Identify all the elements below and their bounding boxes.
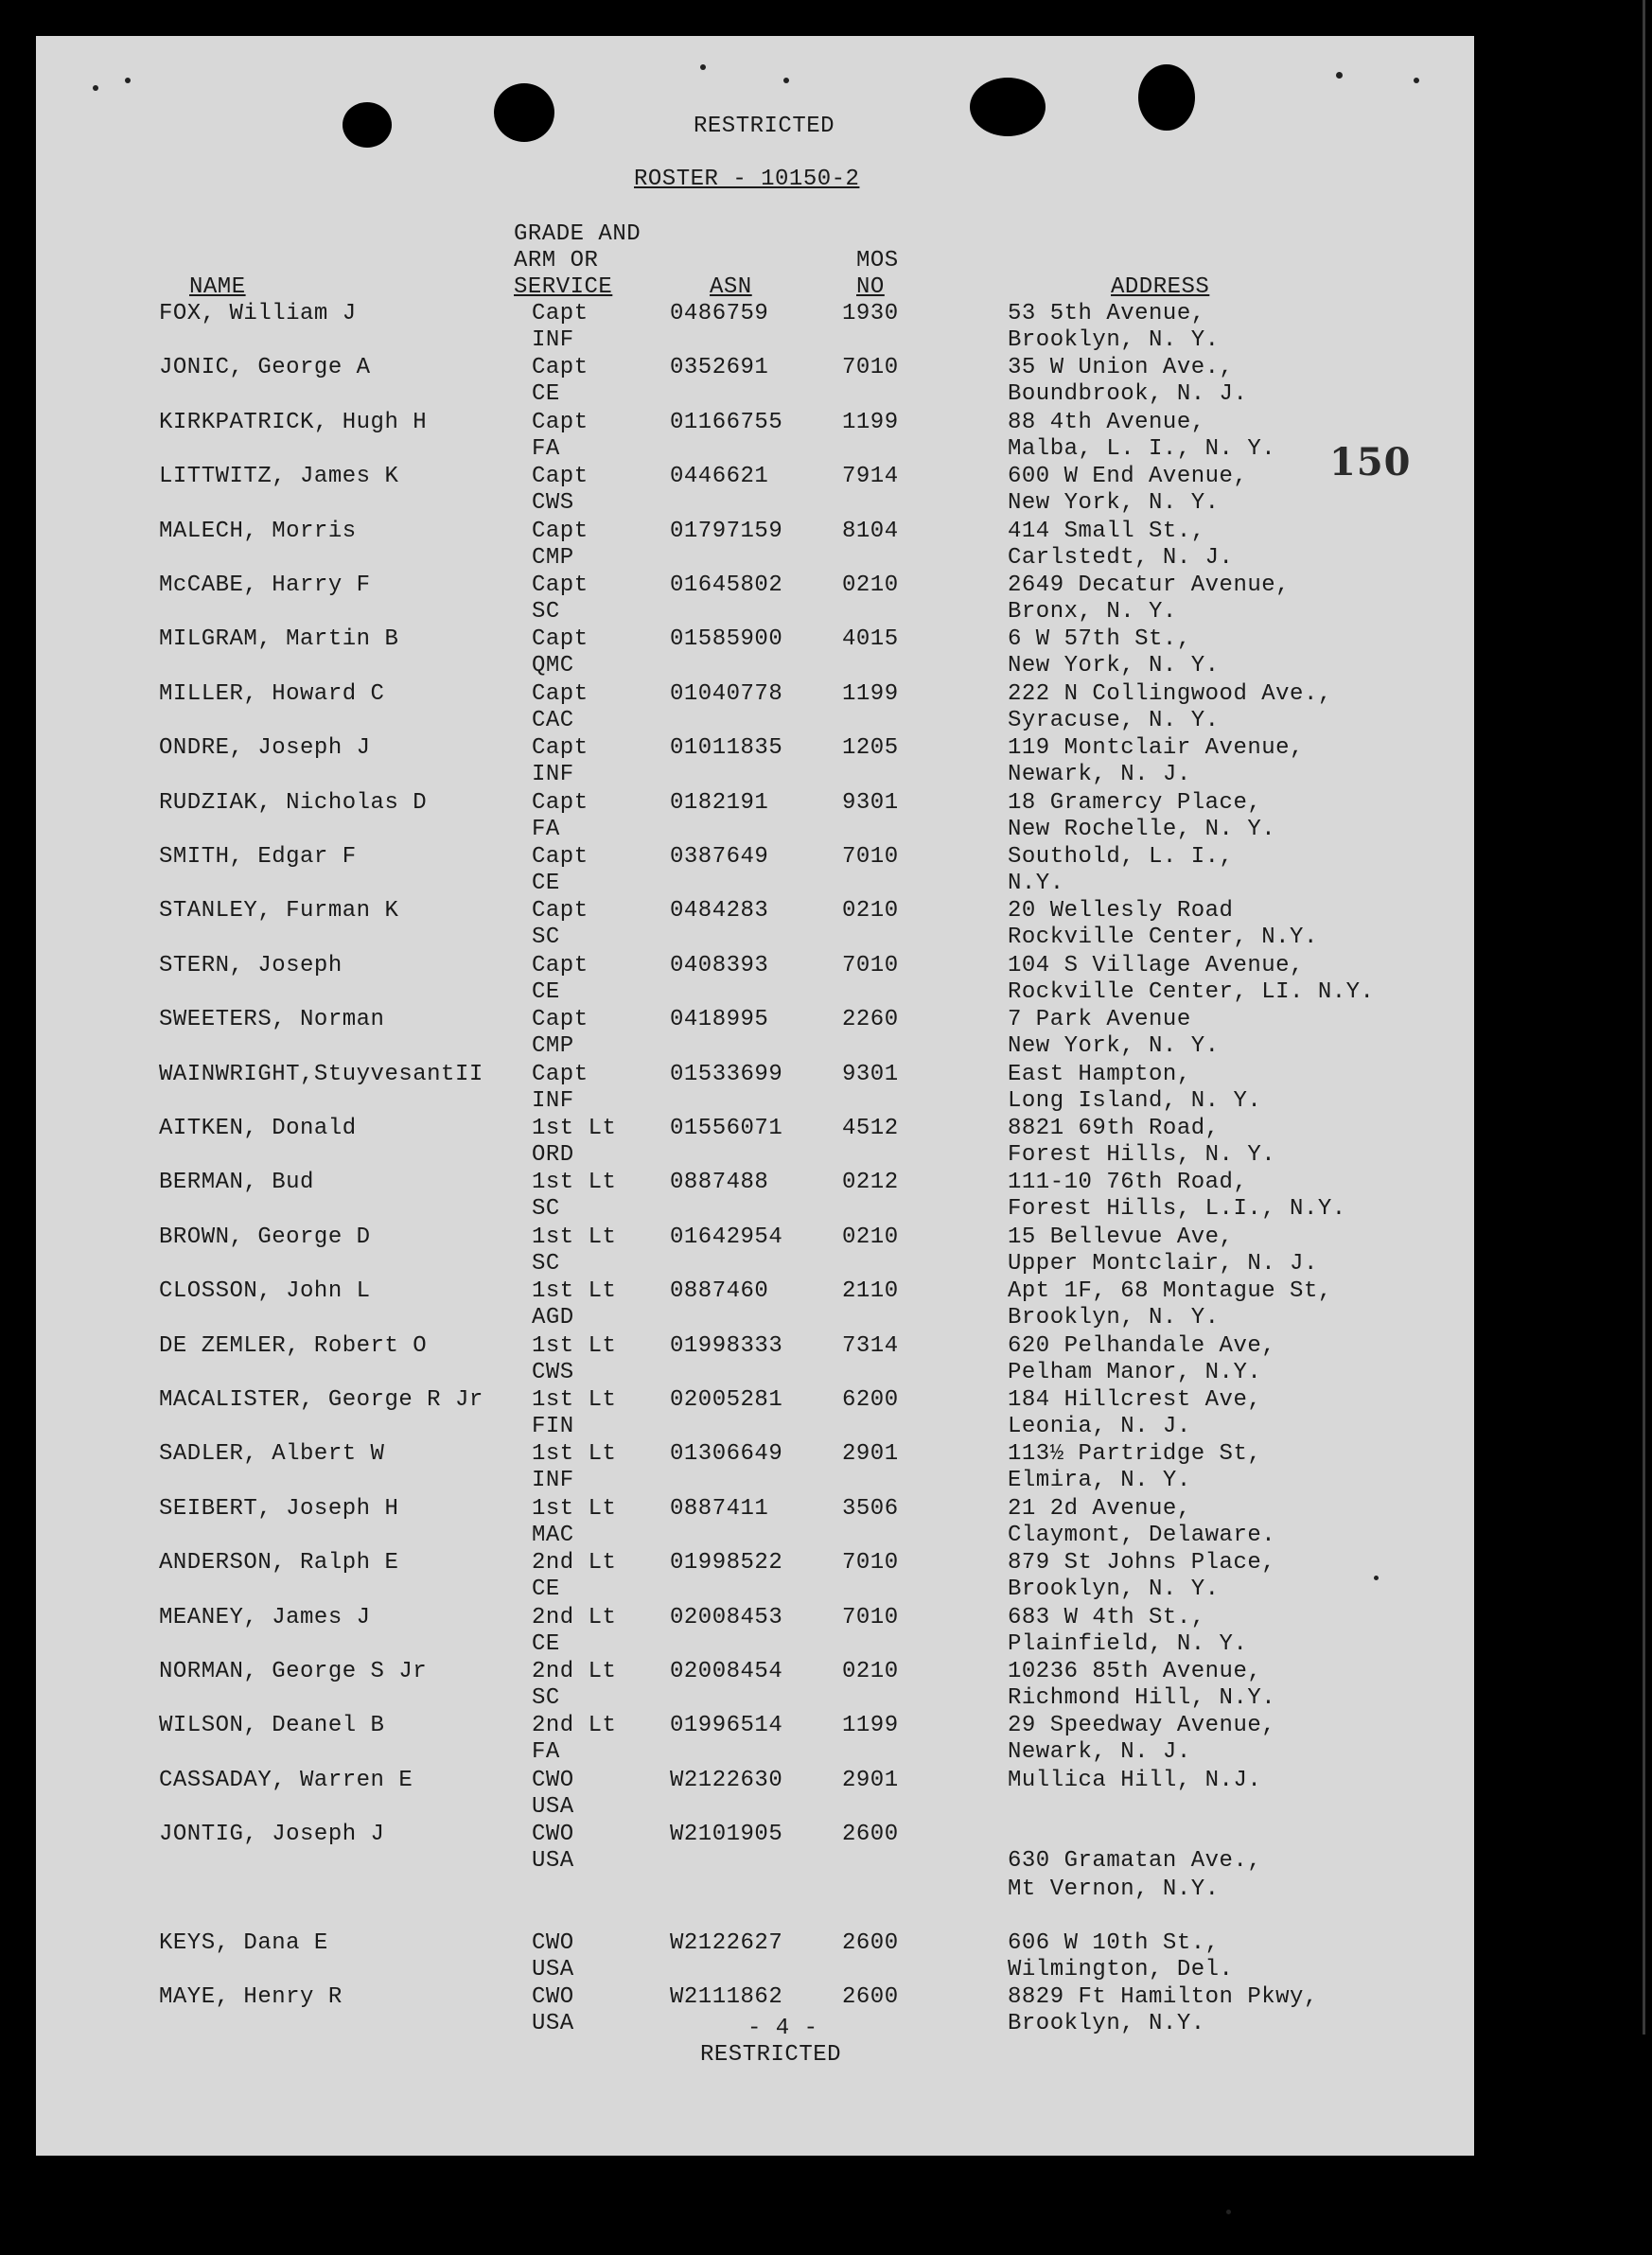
row-grade: 1st Lt <box>532 1170 617 1196</box>
row-address-line2: Long Island, N. Y. <box>1008 1087 1262 1114</box>
row-mos: 7010 <box>842 355 899 381</box>
table-row <box>0 790 1652 845</box>
row-asn: W2122630 <box>670 1767 783 1793</box>
row-asn: 0418995 <box>670 1007 769 1033</box>
classification-header: RESTRICTED <box>694 114 835 139</box>
row-name: WAINWRIGHT,StuyvesantII <box>159 1061 483 1087</box>
row-address-line2: N.Y. <box>1008 871 1064 896</box>
row-asn: 0446621 <box>670 464 769 490</box>
punch-hole <box>970 78 1046 136</box>
row-name: STERN, Joseph <box>159 952 343 978</box>
speck <box>1226 2210 1231 2214</box>
row-grade: CWO <box>532 1822 574 1848</box>
row-address-line2: 630 Gramatan Ave., <box>1008 1848 1262 1875</box>
row-name: SADLER, Albert W <box>159 1441 385 1468</box>
row-grade: 2nd Lt <box>532 1550 617 1577</box>
table-row <box>0 573 1652 627</box>
row-address-line2: Malba, L. I., N. Y. <box>1008 435 1276 462</box>
row-grade: Capt <box>532 301 589 326</box>
row-address-line2: New York, N. Y. <box>1008 653 1220 679</box>
column-mos-heading-line1: MOS <box>856 248 899 273</box>
table-row <box>0 1768 1652 1823</box>
row-name: DE ZEMLER, Robert O <box>159 1332 428 1359</box>
row-arm-service: CE <box>532 1630 560 1657</box>
row-mos: 1199 <box>842 409 899 435</box>
row-arm-service: CE <box>532 978 560 1005</box>
column-mos-heading-line2: NO <box>856 274 885 300</box>
punch-hole <box>343 102 392 148</box>
row-mos: 9301 <box>842 789 899 816</box>
table-row <box>0 1930 1652 1985</box>
table-row <box>0 1713 1652 1768</box>
table-row <box>0 1496 1652 1551</box>
column-address-heading: ADDRESS <box>1111 274 1210 300</box>
row-address-line1: 222 N Collingwood Ave., <box>1008 680 1332 707</box>
row-mos: 6200 <box>842 1387 899 1413</box>
row-address-line2: Rockville Center, N.Y. <box>1008 925 1318 951</box>
row-address-line2: New York, N. Y. <box>1008 490 1220 517</box>
row-asn: 01011835 <box>670 735 783 762</box>
table-row <box>0 1116 1652 1171</box>
row-arm-service: INF <box>532 762 574 788</box>
row-grade: CWO <box>532 1984 574 2011</box>
row-grade: Capt <box>532 952 589 978</box>
row-address-line2: Forest Hills, N. Y. <box>1008 1142 1276 1168</box>
row-address-line1: 15 Bellevue Ave, <box>1008 1224 1234 1250</box>
row-arm-service: FIN <box>532 1414 574 1439</box>
row-asn: 01996514 <box>670 1713 783 1739</box>
row-name: WILSON, Deanel B <box>159 1713 385 1739</box>
row-mos: 7010 <box>842 952 899 978</box>
row-name: SWEETERS, Norman <box>159 1007 385 1033</box>
row-name: CLOSSON, John L <box>159 1278 371 1305</box>
row-address-line1: 119 Montclair Avenue, <box>1008 735 1304 762</box>
row-address-line2: Pelham Manor, N.Y. <box>1008 1359 1262 1385</box>
row-asn: 01642954 <box>670 1224 783 1250</box>
row-name: KEYS, Dana E <box>159 1930 328 1956</box>
row-asn: 0387649 <box>670 844 769 870</box>
row-grade: Capt <box>532 1007 589 1033</box>
row-grade: Capt <box>532 355 589 381</box>
row-asn: 0887460 <box>670 1278 769 1305</box>
row-arm-service: CMP <box>532 544 574 571</box>
row-asn: 01998522 <box>670 1550 783 1577</box>
table-row <box>0 1007 1652 1062</box>
row-mos: 1199 <box>842 680 899 707</box>
row-address-line1: 104 S Village Avenue, <box>1008 952 1304 978</box>
row-address-line2: Plainfield, N. Y. <box>1008 1630 1248 1657</box>
speck <box>125 78 131 83</box>
row-arm-service: AGD <box>532 1305 574 1331</box>
row-mos: 0210 <box>842 1224 899 1250</box>
table-row <box>0 1984 1652 2039</box>
table-row <box>0 519 1652 573</box>
row-mos: 7010 <box>842 844 899 870</box>
row-arm-service: CWS <box>532 490 574 517</box>
row-address-line1: 620 Pelhandale Ave, <box>1008 1332 1276 1359</box>
row-address-line2: Rockville Center, LI. N.Y. <box>1008 978 1375 1005</box>
row-name: BROWN, George D <box>159 1224 371 1250</box>
row-address-line2: New York, N. Y. <box>1008 1033 1220 1060</box>
row-name: MILLER, Howard C <box>159 680 385 707</box>
table-row <box>0 1278 1652 1333</box>
row-arm-service: SC <box>532 1196 560 1223</box>
row-address-line2: Richmond Hill, N.Y. <box>1008 1685 1276 1711</box>
row-mos: 1205 <box>842 735 899 762</box>
row-arm-service: SC <box>532 599 560 625</box>
table-row <box>0 681 1652 736</box>
row-asn: 0887411 <box>670 1495 769 1522</box>
row-address-line2: Brooklyn, N. Y. <box>1008 1577 1220 1603</box>
row-arm-service: QMC <box>532 653 574 679</box>
speck <box>700 64 706 70</box>
row-address-line2: Forest Hills, L.I., N.Y. <box>1008 1196 1346 1223</box>
punch-hole <box>494 83 554 142</box>
row-grade: Capt <box>532 626 589 653</box>
speck <box>783 78 789 83</box>
row-mos: 2600 <box>842 1822 899 1848</box>
speck <box>1336 72 1343 79</box>
row-arm-service: SC <box>532 1685 560 1711</box>
row-name: RUDZIAK, Nicholas D <box>159 789 428 816</box>
punch-hole <box>1138 64 1195 131</box>
row-address-line1: 53 5th Avenue, <box>1008 301 1205 326</box>
row-arm-service: INF <box>532 1468 574 1494</box>
row-grade: Capt <box>532 1061 589 1087</box>
row-mos: 7914 <box>842 464 899 490</box>
table-row <box>0 898 1652 953</box>
row-address-line2: Newark, N. J. <box>1008 1739 1191 1766</box>
row-arm-service: FA <box>532 435 560 462</box>
row-address-line1: 20 Wellesly Road <box>1008 898 1234 925</box>
row-arm-service: CE <box>532 1577 560 1603</box>
row-name: LITTWITZ, James K <box>159 464 399 490</box>
row-asn: 0182191 <box>670 789 769 816</box>
row-mos: 7314 <box>842 1332 899 1359</box>
classification-footer: RESTRICTED <box>700 2042 842 2068</box>
row-name: SEIBERT, Joseph H <box>159 1495 399 1522</box>
row-address-line2: Bronx, N. Y. <box>1008 599 1177 625</box>
row-asn: 02008453 <box>670 1604 783 1630</box>
column-grade-heading-line1: GRADE AND <box>514 221 641 247</box>
row-arm-service: CMP <box>532 1033 574 1060</box>
row-name: McCABE, Harry F <box>159 573 371 598</box>
row-asn: 01998333 <box>670 1332 783 1359</box>
row-arm-service: CE <box>532 381 560 408</box>
row-asn: 02005281 <box>670 1387 783 1413</box>
row-arm-service: CAC <box>532 707 574 733</box>
row-grade: 1st Lt <box>532 1116 617 1141</box>
row-address-line2: Brooklyn, N. Y. <box>1008 327 1220 353</box>
row-grade: Capt <box>532 898 589 925</box>
row-arm-service: ORD <box>532 1142 574 1168</box>
row-address-line2: Upper Montclair, N. J. <box>1008 1250 1318 1277</box>
table-row <box>0 1224 1652 1279</box>
row-mos: 0212 <box>842 1170 899 1196</box>
row-address-line1: Mullica Hill, N.J. <box>1008 1767 1262 1793</box>
column-grade-heading-line3: SERVICE <box>514 274 613 300</box>
row-asn: 0408393 <box>670 952 769 978</box>
row-asn: 02008454 <box>670 1659 783 1684</box>
row-address-line1: 88 4th Avenue, <box>1008 409 1205 435</box>
table-row <box>0 355 1652 410</box>
row-grade: 2nd Lt <box>532 1604 617 1630</box>
row-mos: 2600 <box>842 1984 899 2011</box>
row-arm-service: FA <box>532 816 560 842</box>
row-arm-service: MAC <box>532 1522 574 1548</box>
row-asn: W2122627 <box>670 1930 783 1956</box>
row-address-line2: Newark, N. J. <box>1008 762 1191 788</box>
row-address-line2: New Rochelle, N. Y. <box>1008 816 1276 842</box>
row-name: JONTIG, Joseph J <box>159 1822 385 1848</box>
row-name: MAYE, Henry R <box>159 1984 343 2011</box>
speck <box>1414 78 1419 83</box>
roster-title: ROSTER - 10150-2 <box>634 167 860 192</box>
row-address-line1: 2649 Decatur Avenue, <box>1008 573 1291 598</box>
row-mos: 2110 <box>842 1278 899 1305</box>
row-address-line2: Brooklyn, N. Y. <box>1008 1305 1220 1331</box>
table-row <box>0 301 1652 356</box>
row-name: JONIC, George A <box>159 355 371 381</box>
row-address-line1: 7 Park Avenue <box>1008 1007 1191 1033</box>
table-row <box>0 953 1652 1008</box>
table-row <box>0 1062 1652 1117</box>
row-address-line1: Mt Vernon, N.Y. <box>1008 1876 1220 1902</box>
row-mos: 2901 <box>842 1441 899 1468</box>
row-mos: 0210 <box>842 898 899 925</box>
row-asn: 0484283 <box>670 898 769 925</box>
row-name: BERMAN, Bud <box>159 1170 314 1196</box>
table-row <box>0 1550 1652 1605</box>
row-grade: 2nd Lt <box>532 1659 617 1684</box>
row-mos: 0210 <box>842 573 899 598</box>
row-address-line1: 879 St Johns Place, <box>1008 1550 1276 1577</box>
row-address-line2: Carlstedt, N. J. <box>1008 544 1234 571</box>
row-name: MEANEY, James J <box>159 1604 371 1630</box>
table-row <box>0 1387 1652 1442</box>
row-mos: 9301 <box>842 1061 899 1087</box>
row-asn: 0486759 <box>670 301 769 326</box>
row-address-line1: 184 Hillcrest Ave, <box>1008 1387 1262 1413</box>
row-arm-service: USA <box>532 2011 574 2037</box>
row-mos: 3506 <box>842 1495 899 1522</box>
row-address-line1: 18 Gramercy Place, <box>1008 789 1262 816</box>
row-name: SMITH, Edgar F <box>159 844 357 870</box>
row-address-line2: Elmira, N. Y. <box>1008 1468 1191 1494</box>
row-arm-service: CE <box>532 871 560 896</box>
row-arm-service: USA <box>532 1793 574 1820</box>
row-address-line1: 6 W 57th St., <box>1008 626 1191 653</box>
page-number: - 4 - <box>747 2016 818 2041</box>
row-address-line1: 414 Small St., <box>1008 518 1205 544</box>
row-asn: 01797159 <box>670 518 783 544</box>
row-grade: 1st Lt <box>532 1387 617 1413</box>
table-row <box>0 844 1652 899</box>
row-grade: Capt <box>532 464 589 490</box>
row-name: MALECH, Morris <box>159 518 357 544</box>
row-grade: CWO <box>532 1930 574 1956</box>
table-row <box>0 410 1652 465</box>
table-row <box>0 1605 1652 1660</box>
row-address-line1: 683 W 4th St., <box>1008 1604 1205 1630</box>
row-grade: Capt <box>532 680 589 707</box>
row-address-line1: Southold, L. I., <box>1008 844 1234 870</box>
row-address-line1: 8821 69th Road, <box>1008 1116 1220 1141</box>
row-grade: Capt <box>532 573 589 598</box>
row-asn: 01645802 <box>670 573 783 598</box>
row-name: MACALISTER, George R Jr <box>159 1387 483 1413</box>
table-row <box>0 1822 1652 1876</box>
row-grade: 1st Lt <box>532 1224 617 1250</box>
table-row <box>0 1441 1652 1496</box>
row-address-line2: Brooklyn, N.Y. <box>1008 2011 1205 2037</box>
row-arm-service: FA <box>532 1739 560 1766</box>
table-row <box>0 1170 1652 1224</box>
row-asn: 01585900 <box>670 626 783 653</box>
row-name: FOX, William J <box>159 301 357 326</box>
row-name: ANDERSON, Ralph E <box>159 1550 399 1577</box>
row-address-line1: 10236 85th Avenue, <box>1008 1659 1262 1684</box>
row-arm-service: INF <box>532 327 574 353</box>
row-address-line1: 111-10 76th Road, <box>1008 1170 1248 1196</box>
row-asn: 01556071 <box>670 1116 783 1141</box>
margin-page-stamp: 150 <box>1329 440 1412 484</box>
row-arm-service: CWS <box>532 1359 574 1385</box>
row-mos: 7010 <box>842 1550 899 1577</box>
row-address-line1: 29 Speedway Avenue, <box>1008 1713 1276 1739</box>
table-row <box>0 1876 1652 1931</box>
row-address-line1: 8829 Ft Hamilton Pkwy, <box>1008 1984 1318 2011</box>
row-mos: 2901 <box>842 1767 899 1793</box>
row-address-line1: 606 W 10th St., <box>1008 1930 1220 1956</box>
table-row <box>0 1659 1652 1714</box>
row-mos: 0210 <box>842 1659 899 1684</box>
row-asn: W2111862 <box>670 1984 783 2011</box>
row-name: STANLEY, Furman K <box>159 898 399 925</box>
row-address-line1: 600 W End Avenue, <box>1008 464 1248 490</box>
column-asn-heading: ASN <box>710 274 752 300</box>
row-grade: 2nd Lt <box>532 1713 617 1739</box>
row-grade: Capt <box>532 735 589 762</box>
row-grade: 1st Lt <box>532 1495 617 1522</box>
row-grade: Capt <box>532 409 589 435</box>
row-name: MILGRAM, Martin B <box>159 626 399 653</box>
table-row <box>0 464 1652 519</box>
column-grade-heading-line2: ARM OR <box>514 248 599 273</box>
row-arm-service: USA <box>532 1957 574 1982</box>
row-address-line1: 21 2d Avenue, <box>1008 1495 1191 1522</box>
row-name: AITKEN, Donald <box>159 1116 357 1141</box>
row-arm-service: SC <box>532 1250 560 1277</box>
speck <box>93 85 98 91</box>
row-asn: 01533699 <box>670 1061 783 1087</box>
row-mos: 4015 <box>842 626 899 653</box>
row-address-line2: Syracuse, N. Y. <box>1008 707 1220 733</box>
column-name-heading: NAME <box>189 274 246 300</box>
row-grade: CWO <box>532 1767 574 1793</box>
row-asn: 01040778 <box>670 680 783 707</box>
row-arm-service: USA <box>532 1848 574 1875</box>
row-name: NORMAN, George S Jr <box>159 1659 428 1684</box>
row-mos: 4512 <box>842 1116 899 1141</box>
row-name: CASSADAY, Warren E <box>159 1767 413 1793</box>
row-asn: 01166755 <box>670 409 783 435</box>
row-address-line1: East Hampton, <box>1008 1061 1191 1087</box>
row-grade: 1st Lt <box>532 1441 617 1468</box>
row-mos: 7010 <box>842 1604 899 1630</box>
row-mos: 2260 <box>842 1007 899 1033</box>
row-mos: 1199 <box>842 1713 899 1739</box>
row-grade: Capt <box>532 518 589 544</box>
row-address-line1: 35 W Union Ave., <box>1008 355 1234 381</box>
row-address-line2: Claymont, Delaware. <box>1008 1522 1276 1548</box>
row-mos: 1930 <box>842 301 899 326</box>
row-address-line2: Boundbrook, N. J. <box>1008 381 1248 408</box>
row-address-line1: Apt 1F, 68 Montague St, <box>1008 1278 1332 1305</box>
row-mos: 8104 <box>842 518 899 544</box>
row-grade: Capt <box>532 789 589 816</box>
row-address-line1: 113½ Partridge St, <box>1008 1441 1262 1468</box>
row-arm-service: INF <box>532 1087 574 1114</box>
row-name: KIRKPATRICK, Hugh H <box>159 409 428 435</box>
row-address-line2: Wilmington, Del. <box>1008 1957 1234 1982</box>
row-arm-service: SC <box>532 925 560 951</box>
row-grade: 1st Lt <box>532 1332 617 1359</box>
row-asn: 0887488 <box>670 1170 769 1196</box>
row-asn: 0352691 <box>670 355 769 381</box>
row-name: ONDRE, Joseph J <box>159 735 371 762</box>
table-row <box>0 1333 1652 1388</box>
row-asn: 01306649 <box>670 1441 783 1468</box>
table-row <box>0 735 1652 790</box>
row-mos: 2600 <box>842 1930 899 1956</box>
row-address-line2: Leonia, N. J. <box>1008 1414 1191 1439</box>
row-grade: 1st Lt <box>532 1278 617 1305</box>
row-asn: W2101905 <box>670 1822 783 1848</box>
row-grade: Capt <box>532 844 589 870</box>
table-row <box>0 626 1652 681</box>
